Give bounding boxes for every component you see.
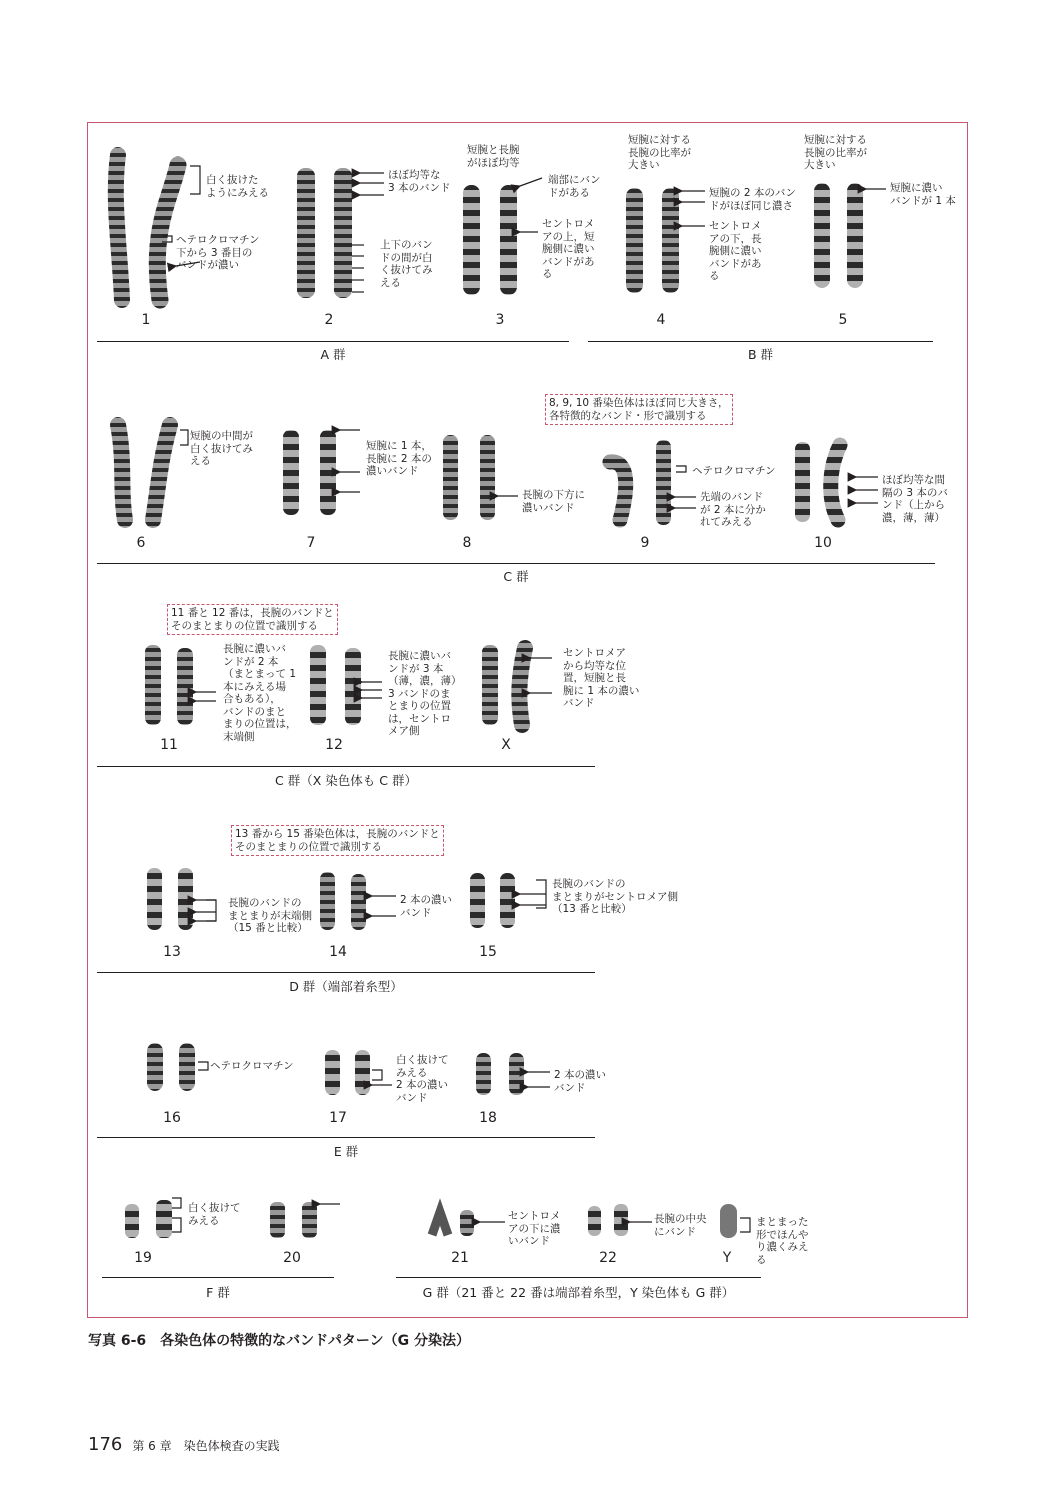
note-1a: 白く抜けた ようにみえる — [206, 174, 269, 199]
chromosome-Y — [720, 1204, 737, 1238]
note-16: ヘテロクロマチン — [210, 1060, 294, 1072]
chromosome-number-X: X — [501, 737, 511, 753]
note-box-8-9-10: 8, 9, 10 番染色体はほぼ同じ大きさ， 各特徴的なバンド・形で識別する — [545, 394, 733, 425]
chromosome-18 — [476, 1053, 524, 1095]
note-18: 2 本の濃い バンド — [554, 1069, 607, 1094]
chromosome-number-8: 8 — [462, 535, 472, 551]
chromosome-10 — [795, 442, 840, 522]
chromosome-number-21: 21 — [451, 1250, 469, 1266]
chromosome-number-22: 22 — [599, 1250, 617, 1266]
note-8: 長腕の下方に 濃いバンド — [522, 489, 585, 514]
note-10: ほぼ均等な間 隔の 3 本のバ ンド（上から 濃，薄，薄） — [882, 474, 948, 524]
group-label-E: E 群 — [333, 1144, 359, 1159]
page-number: 176 — [88, 1434, 123, 1455]
note-19: 白く抜けて みえる — [188, 1202, 241, 1227]
group-label-B: B 群 — [747, 347, 774, 362]
note-Y: まとまった 形でほんや り濃くみえ る — [756, 1216, 809, 1266]
chromosome-4 — [626, 188, 679, 293]
chromosome-number-15: 15 — [479, 944, 497, 960]
chromosome-21 — [432, 1210, 474, 1236]
group-rule-C-X — [97, 766, 595, 767]
chromosome-12 — [310, 645, 361, 725]
chromosome-14 — [320, 872, 366, 930]
chromosome-number-6: 6 — [136, 535, 146, 551]
note-2b: 上下のバン ドの間が白 く抜けてみ える — [380, 239, 433, 289]
chromosome-6 — [118, 425, 170, 520]
group-label-F: F 群 — [206, 1285, 230, 1300]
chromosome-number-7: 7 — [306, 535, 316, 551]
chromosome-22 — [588, 1204, 628, 1236]
note-9a: ヘテロクロマチン — [692, 465, 776, 477]
chromosome-15 — [470, 873, 515, 928]
group-rule-C — [97, 563, 935, 564]
chromosome-number-2: 2 — [324, 312, 334, 328]
chromosome-number-1: 1 — [141, 312, 151, 328]
chromosome-number-Y: Y — [722, 1250, 732, 1266]
note-4a: 短腕の 2 本のバン ドがほぼ同じ濃さ — [709, 187, 796, 212]
chromosome-16 — [147, 1043, 195, 1091]
figure-caption: 写真 6-6 各染色体の特徴的なバンドパターン（G 分染法） — [88, 1333, 470, 1349]
note-1b: ヘテロクロマチン 下から 3 番目の バンドが濃い — [176, 234, 260, 271]
chromosome-3 — [463, 185, 517, 295]
chromosome-11 — [145, 645, 193, 725]
chromosome-number-17: 17 — [329, 1110, 347, 1126]
chapter-title: 第 6 章 染色体検査の実践 — [132, 1439, 280, 1453]
chromosome-number-4: 4 — [656, 312, 666, 328]
chromosome-number-14: 14 — [329, 944, 347, 960]
chromosome-number-5: 5 — [838, 312, 848, 328]
chromosome-5 — [814, 183, 863, 288]
group-label-D: D 群（端部着糸型） — [289, 979, 403, 994]
group-rule-G — [396, 1277, 761, 1278]
note-3a: 端部にバン ドがある — [548, 174, 601, 199]
chromosome-19 — [125, 1200, 172, 1238]
note-12: 長腕に濃いバ ンドが 3 本 （薄，濃，薄） 3 バンドのま とまりの位置 は，セントロ メア側 — [388, 650, 462, 737]
chromosome-17 — [325, 1050, 370, 1095]
note-4b: セントロメ アの下，長 腕側に濃い バンドがあ る — [709, 220, 762, 282]
chromosome-number-13: 13 — [163, 944, 181, 960]
chromosome-number-3: 3 — [495, 312, 505, 328]
chromosome-2 — [297, 168, 352, 298]
note-15: 長腕のバンドの まとまりがセントロメア側 （13 番と比較） — [552, 878, 678, 915]
note-6: 短腕の中間が 白く抜けてみ える — [190, 430, 253, 467]
note-7: 短腕に 1 本， 長腕に 2 本の 濃いバンド — [366, 440, 432, 477]
note-9b: 先端のバンド が 2 本に分か れてみえる — [700, 491, 766, 528]
group-label-G: G 群（21 番と 22 番は端部着糸型，Y 染色体も G 群） — [422, 1285, 735, 1300]
chromosome-13 — [147, 868, 193, 930]
note-X: セントロメア から均等な位 置，短腕と長 腕に 1 本の濃い バンド — [563, 647, 640, 709]
chromosome-number-16: 16 — [163, 1110, 181, 1126]
group-label-C: C 群 — [503, 569, 529, 584]
chromosome-number-9: 9 — [640, 535, 650, 551]
group-rule-B — [588, 341, 933, 342]
group-rule-D — [97, 972, 595, 973]
chromosome-9 — [610, 440, 671, 525]
note-4-top: 短腕に対する 長腕の比率が 大きい — [628, 134, 691, 171]
note-13: 長腕のバンドの まとまりが末端側 （15 番と比較） — [228, 897, 312, 934]
chromosome-X — [482, 645, 525, 725]
chromosome-8 — [443, 435, 495, 520]
note-2a: ほぼ均等な 3 本のバンド — [388, 169, 451, 194]
note-box-13-15: 13 番から 15 番染色体は，長腕のバンドと そのまとまりの位置で識別する — [231, 825, 444, 856]
note-11: 長腕に濃いバ ンドが 2 本 （まとまって 1 本にみえる場 合もある）， バンドのまと まりの位置は， 末端側 — [223, 643, 297, 743]
chromosome-number-20: 20 — [283, 1250, 301, 1266]
note-3-top: 短腕と長腕 がほぼ均等 — [467, 144, 520, 169]
chromosome-20 — [270, 1202, 317, 1238]
chromosome-1 — [116, 155, 178, 300]
note-5a: 短腕に濃い バンドが 1 本 — [890, 182, 956, 207]
chromosome-number-19: 19 — [134, 1250, 152, 1266]
group-rule-E — [97, 1137, 595, 1138]
chromosome-number-11: 11 — [160, 737, 178, 753]
note-box-11-12: 11 番と 12 番は，長腕のバンドと そのまとまりの位置で識別する — [167, 604, 338, 635]
note-22: 長腕の中央 にバンド — [654, 1213, 707, 1238]
page-footer — [88, 1434, 280, 1455]
group-label-A: A 群 — [320, 347, 346, 362]
chromosome-number-12: 12 — [325, 737, 343, 753]
group-rule-F — [102, 1277, 334, 1278]
group-label-C-X: C 群（X 染色体も C 群） — [275, 773, 417, 788]
note-14: 2 本の濃い バンド — [400, 894, 453, 919]
note-21: セントロメ アの下に濃 いバンド — [508, 1210, 561, 1247]
group-rule-A — [97, 341, 569, 342]
note-5-top: 短腕に対する 長腕の比率が 大きい — [804, 134, 867, 171]
chromosome-7 — [283, 430, 336, 515]
note-17: 白く抜けて みえる 2 本の濃い バンド — [396, 1054, 449, 1104]
chromosome-number-18: 18 — [479, 1110, 497, 1126]
note-3b: セントロメ アの上，短 腕側に濃い バンドがあ る — [542, 218, 595, 280]
chromosome-number-10: 10 — [814, 535, 832, 551]
